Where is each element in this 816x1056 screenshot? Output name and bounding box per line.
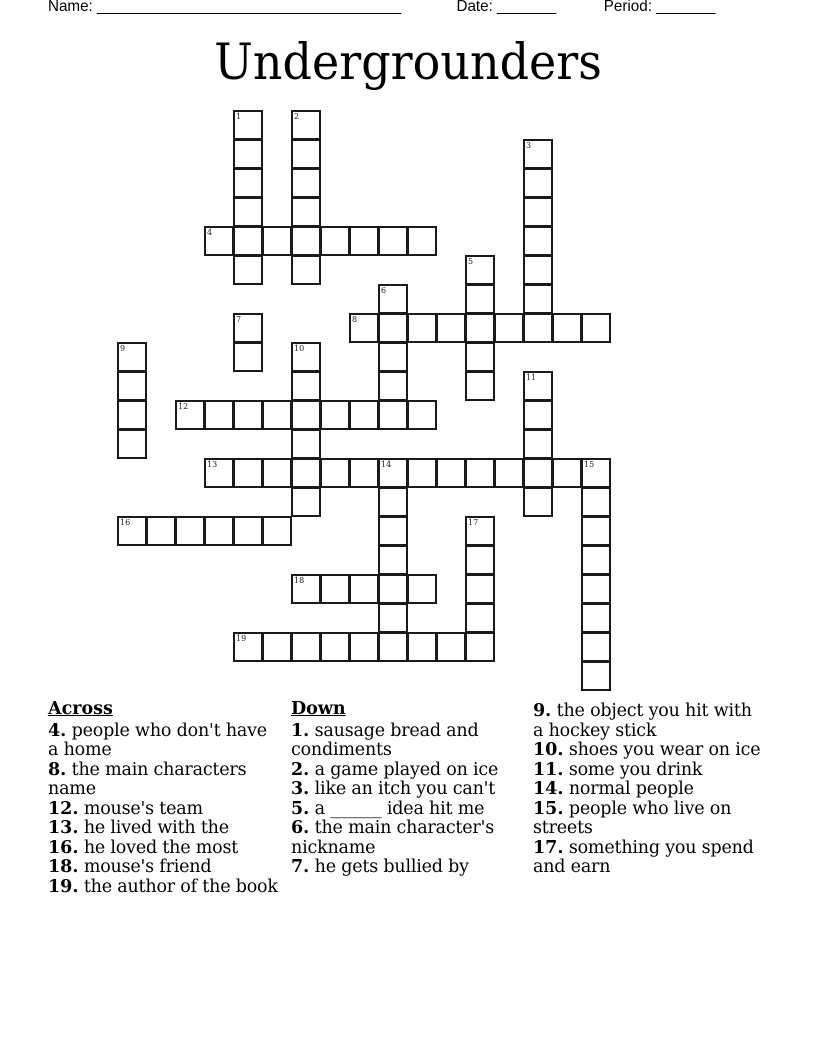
clue-text: people who live on streets — [533, 798, 732, 838]
crossword-cell[interactable] — [581, 603, 611, 633]
clue-item — [291, 761, 521, 781]
crossword-cell[interactable] — [378, 400, 408, 430]
crossword-cell[interactable] — [262, 400, 292, 430]
crossword-cell[interactable] — [465, 603, 495, 633]
crossword-cell[interactable] — [407, 226, 437, 256]
crossword-cell[interactable] — [465, 632, 495, 662]
clue-item — [533, 741, 763, 761]
clue-text: the main character's nickname — [291, 818, 494, 858]
crossword-cell[interactable] — [320, 574, 350, 604]
clue-number-label: 6. — [291, 818, 310, 838]
clue-text: he loved the most — [78, 837, 239, 858]
crossword-cell[interactable] — [291, 110, 321, 140]
clue-number: 16 — [120, 518, 131, 527]
crossword-cell[interactable] — [407, 313, 437, 343]
clue-number: 4 — [207, 228, 213, 237]
clue-text: a ______ idea hit me — [309, 798, 485, 819]
crossword-cell[interactable] — [291, 197, 321, 227]
clue-number-label: 2. — [291, 759, 310, 780]
crossword-cell[interactable] — [233, 313, 263, 343]
clue-number: 18 — [294, 576, 305, 585]
clue-number: 12 — [178, 402, 189, 411]
crossword-cell[interactable] — [291, 632, 321, 662]
clue-number-label: 5. — [291, 798, 310, 819]
down-clue-list-2 — [533, 702, 763, 878]
crossword-cell[interactable] — [378, 458, 408, 488]
crossword-cell[interactable] — [523, 284, 553, 314]
clue-text: the main characters name — [48, 759, 247, 799]
crossword-cell[interactable] — [465, 313, 495, 343]
crossword-cell[interactable] — [117, 400, 147, 430]
crossword-cell[interactable] — [320, 226, 350, 256]
crossword-cell[interactable] — [465, 342, 495, 372]
crossword-cell[interactable] — [581, 516, 611, 546]
date-field[interactable]: Date: _______ — [456, 0, 557, 15]
crossword-cell[interactable] — [523, 458, 553, 488]
crossword-cell[interactable] — [494, 313, 524, 343]
crossword-cell[interactable] — [204, 516, 234, 546]
crossword-cell[interactable] — [349, 313, 379, 343]
crossword-cell[interactable] — [117, 342, 147, 372]
crossword-cell[interactable] — [117, 516, 147, 546]
clue-number-label: 15. — [533, 798, 564, 819]
crossword-cell[interactable] — [523, 255, 553, 285]
crossword-cell[interactable] — [378, 487, 408, 517]
clue-number-label: 19. — [48, 876, 79, 897]
crossword-cell[interactable] — [291, 487, 321, 517]
clue-item — [291, 722, 521, 761]
crossword-cell[interactable] — [233, 458, 263, 488]
clue-number-label: 16. — [48, 837, 79, 858]
crossword-cell[interactable] — [378, 226, 408, 256]
clue-item — [48, 878, 278, 898]
clue-number-label: 10. — [533, 740, 564, 760]
crossword-cell[interactable] — [204, 226, 234, 256]
crossword-cell[interactable] — [262, 516, 292, 546]
crossword-cell[interactable] — [233, 110, 263, 140]
crossword-cell[interactable] — [581, 458, 611, 488]
clue-text: sausage bread and condiments — [291, 720, 479, 760]
clue-number-label: 8. — [48, 759, 67, 780]
clue-text: he lived with the — [78, 818, 229, 838]
clue-text: people who don't have a home — [48, 720, 267, 760]
clue-text: he gets bullied by — [309, 857, 469, 877]
clue-item — [533, 702, 763, 741]
crossword-cell[interactable] — [233, 197, 263, 227]
clue-item — [48, 858, 278, 878]
clue-item — [291, 800, 521, 820]
clue-number: 9 — [120, 344, 126, 353]
crossword-cell[interactable] — [349, 574, 379, 604]
clue-number-label: 9. — [533, 701, 552, 721]
crossword-cell[interactable] — [349, 458, 379, 488]
clue-text: the author of the book — [78, 876, 278, 897]
crossword-cell[interactable] — [378, 342, 408, 372]
crossword-cell[interactable] — [291, 255, 321, 285]
clue-number: 8 — [352, 315, 358, 324]
crossword-cell[interactable] — [349, 400, 379, 430]
crossword-cell[interactable] — [465, 284, 495, 314]
crossword-cell[interactable] — [523, 197, 553, 227]
clue-number: 19 — [236, 634, 247, 643]
across-clues — [48, 700, 278, 897]
puzzle-title: Undergrounders — [214, 33, 602, 91]
crossword-cell[interactable] — [291, 371, 321, 401]
crossword-cell[interactable] — [465, 371, 495, 401]
crossword-cell[interactable] — [581, 574, 611, 604]
crossword-cell[interactable] — [494, 458, 524, 488]
crossword-cell[interactable] — [233, 342, 263, 372]
crossword-cell[interactable] — [523, 429, 553, 459]
across-clue-list — [48, 722, 278, 898]
crossword-cell[interactable] — [436, 632, 466, 662]
clue-text: normal people — [563, 779, 694, 799]
crossword-cell[interactable] — [378, 516, 408, 546]
clue-item — [533, 761, 763, 781]
crossword-cell[interactable] — [117, 371, 147, 401]
clue-number-label: 1. — [291, 720, 310, 741]
down-clues — [291, 700, 521, 878]
crossword-cell[interactable] — [262, 226, 292, 256]
crossword-cell[interactable] — [233, 168, 263, 198]
clue-number: 15 — [584, 460, 595, 469]
crossword-cell[interactable] — [291, 574, 321, 604]
crossword-cell[interactable] — [465, 516, 495, 546]
crossword-cell[interactable] — [523, 400, 553, 430]
clue-number-label: 12. — [48, 798, 79, 819]
crossword-cell[interactable] — [291, 429, 321, 459]
clue-item — [48, 819, 278, 839]
crossword-cell[interactable] — [378, 545, 408, 575]
clue-number-label: 18. — [48, 857, 79, 877]
crossword-cell[interactable] — [233, 255, 263, 285]
down-heading: Down — [291, 699, 346, 719]
crossword-cell[interactable] — [436, 313, 466, 343]
clue-text: mouse's team — [78, 798, 203, 819]
crossword-cell[interactable] — [465, 255, 495, 285]
crossword-cell[interactable] — [146, 516, 176, 546]
period-field[interactable]: Period: _______ — [603, 0, 716, 15]
crossword-cell[interactable] — [378, 284, 408, 314]
crossword-cell[interactable] — [204, 458, 234, 488]
crossword-cell[interactable] — [581, 661, 611, 691]
crossword-cell[interactable] — [291, 342, 321, 372]
crossword-cell[interactable] — [581, 632, 611, 662]
clue-number: 7 — [236, 315, 242, 324]
crossword-cell[interactable] — [233, 632, 263, 662]
clue-number-label: 11. — [533, 759, 564, 780]
crossword-cell[interactable] — [262, 632, 292, 662]
clue-number-label: 7. — [291, 857, 310, 877]
clue-number: 11 — [526, 373, 537, 382]
clue-number-label: 17. — [533, 837, 564, 858]
clue-number: 5 — [468, 257, 474, 266]
crossword-cell[interactable] — [581, 487, 611, 517]
crossword-cell[interactable] — [523, 168, 553, 198]
clue-number: 6 — [381, 286, 387, 295]
clue-text: a game played on ice — [309, 759, 499, 780]
crossword-cell[interactable] — [291, 458, 321, 488]
clue-text: shoes you wear on ice — [563, 740, 761, 760]
clue-number-label: 4. — [48, 720, 67, 741]
clue-item — [48, 761, 278, 800]
crossword-cell[interactable] — [233, 516, 263, 546]
crossword-cell[interactable] — [465, 545, 495, 575]
crossword-cell[interactable] — [407, 400, 437, 430]
crossword-cell[interactable] — [175, 400, 205, 430]
crossword-cell[interactable] — [552, 458, 582, 488]
crossword-cell[interactable] — [320, 632, 350, 662]
crossword-cell[interactable] — [291, 168, 321, 198]
crossword-cell[interactable] — [523, 487, 553, 517]
clue-text: something you spend and earn — [533, 837, 754, 877]
clue-number-label: 14. — [533, 779, 564, 799]
crossword-cell[interactable] — [233, 139, 263, 169]
crossword-cell[interactable] — [378, 603, 408, 633]
clue-item — [48, 722, 278, 761]
clue-item — [533, 800, 763, 839]
clue-item — [291, 780, 521, 800]
clue-text: mouse's friend — [78, 857, 212, 877]
clue-number: 14 — [381, 460, 392, 469]
name-field[interactable]: Name: ____________________________________ — [48, 0, 402, 15]
crossword-cell[interactable] — [581, 545, 611, 575]
clue-item — [48, 839, 278, 859]
crossword-cell[interactable] — [204, 400, 234, 430]
crossword-cell[interactable] — [523, 313, 553, 343]
clue-number: 13 — [207, 460, 218, 469]
clue-text: the object you hit with a hockey stick — [533, 701, 752, 741]
crossword-cell[interactable] — [552, 313, 582, 343]
crossword-cell[interactable] — [233, 400, 263, 430]
crossword-cell[interactable] — [320, 400, 350, 430]
clue-number: 10 — [294, 344, 305, 353]
across-heading: Across — [48, 699, 113, 719]
clue-text: some you drink — [563, 759, 703, 780]
crossword-cell[interactable] — [465, 574, 495, 604]
crossword-cell[interactable] — [349, 632, 379, 662]
clue-item — [291, 819, 521, 858]
crossword-cell[interactable] — [523, 371, 553, 401]
crossword-cell[interactable] — [523, 226, 553, 256]
crossword-cell[interactable] — [291, 226, 321, 256]
crossword-cell[interactable] — [349, 226, 379, 256]
crossword-cell[interactable] — [175, 516, 205, 546]
crossword-cell[interactable] — [407, 458, 437, 488]
clue-text: like an itch you can't — [309, 779, 496, 799]
crossword-cell[interactable] — [378, 574, 408, 604]
clue-number-label: 3. — [291, 779, 310, 799]
crossword-cell[interactable] — [262, 458, 292, 488]
crossword-cell[interactable] — [291, 139, 321, 169]
clue-number: 1 — [236, 112, 242, 121]
crossword-cell[interactable] — [407, 574, 437, 604]
down-clues-continued — [533, 702, 763, 878]
crossword-cell[interactable] — [581, 313, 611, 343]
clue-item — [48, 800, 278, 820]
crossword-cell[interactable] — [436, 458, 466, 488]
clue-number-label: 13. — [48, 818, 79, 838]
clue-item — [533, 780, 763, 800]
clue-item — [291, 858, 521, 878]
crossword-cell[interactable] — [117, 429, 147, 459]
crossword-cell[interactable] — [378, 371, 408, 401]
crossword-cell[interactable] — [465, 458, 495, 488]
crossword-cell[interactable] — [378, 632, 408, 662]
crossword-cell[interactable] — [523, 139, 553, 169]
down-clue-list-1 — [291, 722, 521, 878]
clue-item — [533, 839, 763, 878]
clue-number: 3 — [526, 141, 532, 150]
clue-number: 17 — [468, 518, 479, 527]
crossword-cell[interactable] — [291, 400, 321, 430]
crossword-cell[interactable] — [378, 313, 408, 343]
crossword-cell[interactable] — [320, 458, 350, 488]
crossword-cell[interactable] — [233, 226, 263, 256]
clue-number: 2 — [294, 112, 300, 121]
crossword-cell[interactable] — [407, 632, 437, 662]
